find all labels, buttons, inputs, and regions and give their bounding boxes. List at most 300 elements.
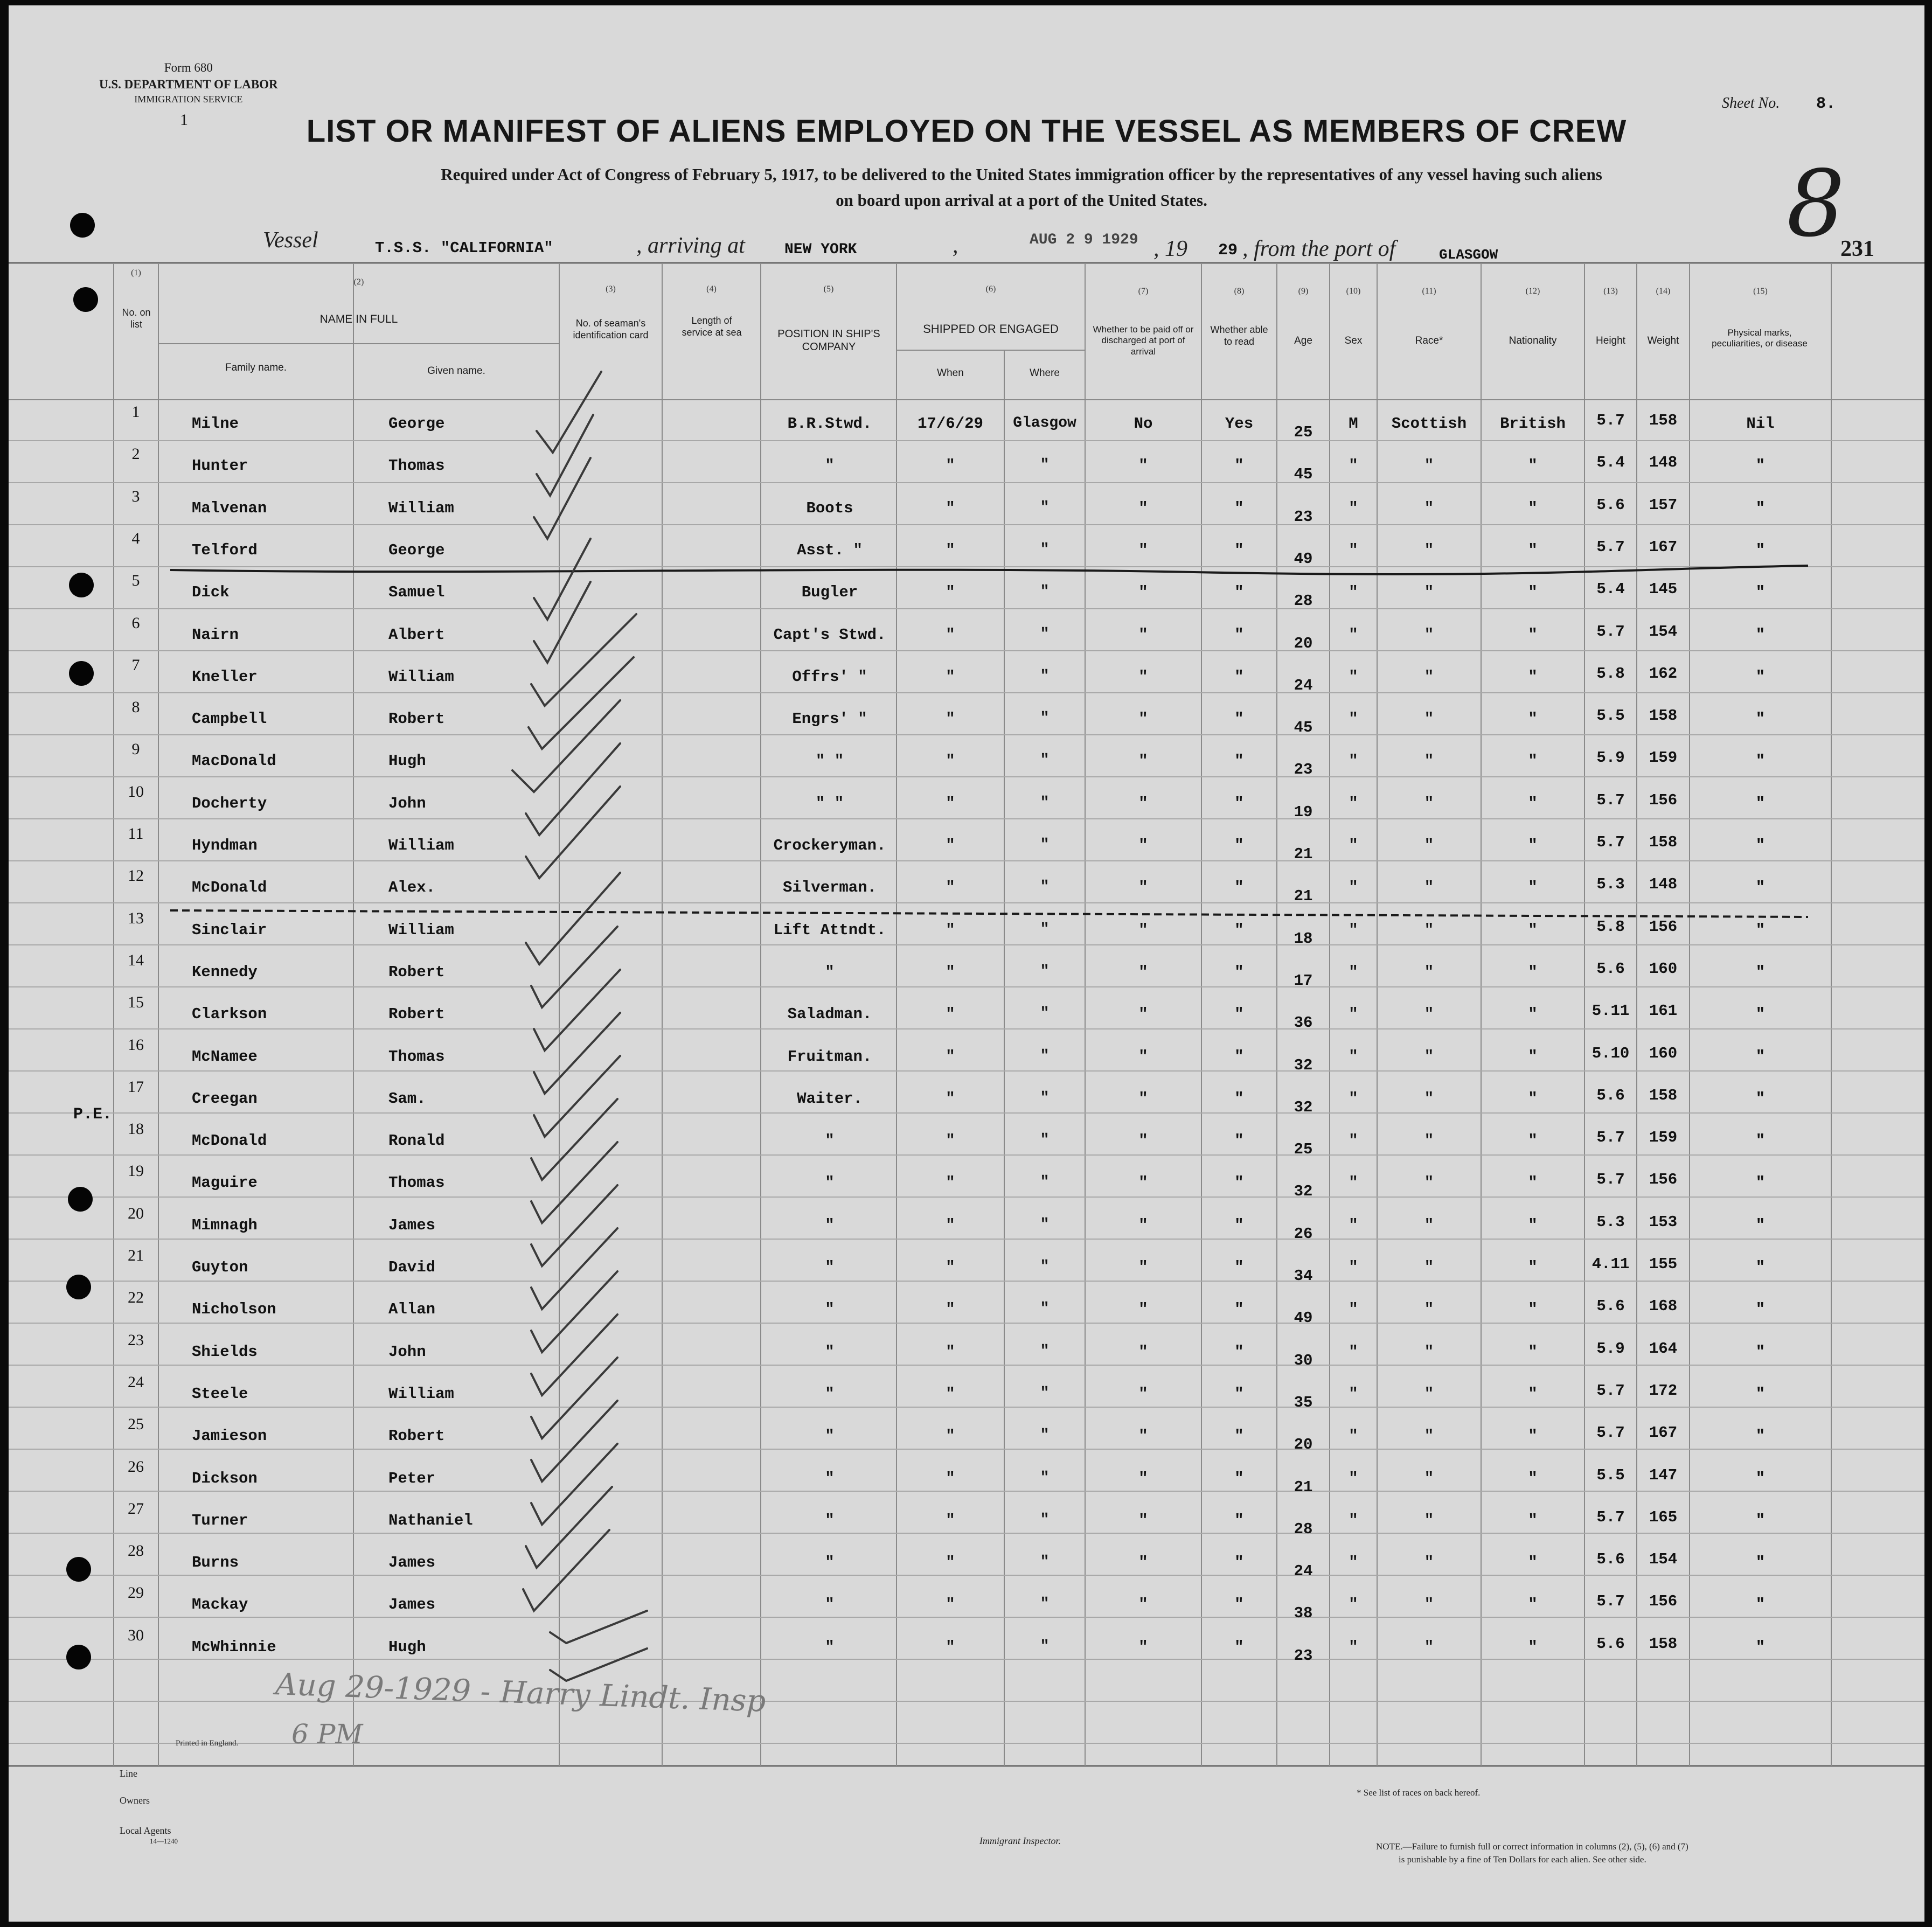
cell-family: Kneller [192,668,258,686]
cell-height: 5.6 [1596,1297,1625,1315]
cell-weight: 154 [1649,1550,1678,1568]
row-number: 8 [131,698,140,716]
cell-read: " [1234,1343,1244,1361]
cell-sex: " [1349,710,1358,728]
cell-age: 38 [1294,1604,1313,1622]
cell-race: " [1424,1300,1434,1318]
cell-family: McDonald [192,879,267,896]
cell-nationality: " [1528,1005,1538,1023]
cell-sex: " [1349,1090,1358,1108]
cell-where: " [1040,1638,1050,1655]
cell-when: " [946,795,955,812]
cell-sex: " [1349,1216,1358,1234]
cell-sex: " [1349,1258,1358,1276]
cell-when: " [946,1090,955,1108]
cell-marks: " [1755,1132,1766,1150]
cell-given: Thomas [388,457,445,475]
cell-when: " [946,541,955,559]
cell-position: " [825,1596,835,1613]
cell-when: " [946,1470,955,1487]
cell-sex: M [1349,415,1358,433]
cell-when: " [946,752,955,770]
cell-family: Hyndman [192,837,258,854]
cell-race: " [1424,1638,1434,1656]
cell-nationality: " [1528,1132,1538,1150]
cell-read: " [1234,1174,1244,1192]
cell-where: Glasgow [1013,415,1076,432]
cell-race: " [1424,1048,1434,1066]
cell-position: Asst. " [797,541,863,559]
cell-height: 5.6 [1596,960,1625,978]
row-number: 27 [128,1500,144,1518]
cell-marks: " [1755,499,1766,517]
cell-height: 5.9 [1596,1340,1625,1358]
cell-nationality: " [1528,1512,1538,1529]
cell-age: 23 [1294,761,1313,778]
cell-where: " [1040,499,1050,516]
cell-sex: " [1349,1512,1358,1529]
column-number: (3) [606,284,616,294]
cell-marks: " [1755,1554,1766,1571]
cell-when: " [946,1216,955,1234]
year-prefix: , 19 [1153,236,1187,261]
pe-mark: P.E. [73,1105,113,1124]
cell-age: 32 [1294,1182,1313,1200]
cell-age: 25 [1294,1140,1313,1158]
cell-sex: " [1349,668,1358,686]
cell-nationality: " [1528,1048,1538,1066]
column-number: (7) [1138,287,1149,296]
cell-paid: " [1138,963,1148,981]
cell-marks: " [1755,963,1766,981]
cell-position: " [825,1427,835,1445]
row-number: 18 [128,1120,144,1138]
cell-read: " [1234,626,1244,644]
cell-nationality: " [1528,1343,1538,1361]
cell-marks: " [1755,879,1766,896]
column-number: (6) [985,284,996,294]
cell-nationality: " [1528,626,1538,644]
cell-weight: 168 [1649,1297,1678,1315]
cell-paid: " [1138,752,1148,770]
cell-where: " [1040,1005,1050,1022]
row-number: 30 [128,1626,144,1644]
arriving-label: , arriving at [636,233,745,258]
column-number: (11) [1422,287,1436,296]
cell-sex: " [1349,1596,1358,1613]
cell-paid: " [1138,921,1148,939]
vessel-label: Vessel [263,228,318,253]
cell-nationality: " [1528,1216,1538,1234]
cell-age: 20 [1294,1436,1313,1453]
form-number: Form 680 [164,61,213,74]
date-stamp: AUG 2 9 1929 [1030,232,1138,248]
cell-when: " [946,1132,955,1150]
row-number: 7 [131,656,140,674]
cell-nationality: " [1528,668,1538,686]
cell-where: " [1040,963,1050,980]
cell-family: Steele [192,1385,248,1403]
cell-position: Capt's Stwd. [773,626,886,644]
cell-when: " [946,1005,955,1023]
cell-sex: " [1349,879,1358,896]
cell-age: 17 [1294,972,1313,990]
cell-age: 20 [1294,635,1313,652]
cell-sex: " [1349,752,1358,770]
subtitle [289,162,1754,213]
row-number: 26 [128,1458,144,1476]
cell-paid: " [1138,1512,1148,1529]
header-weight: Weight [1647,335,1679,346]
cell-marks: " [1755,837,1766,854]
cell-sex: " [1349,541,1358,559]
cell-marks: " [1755,583,1766,601]
cell-height: 5.7 [1596,1129,1625,1146]
cell-sex: " [1349,795,1358,812]
row-number: 20 [128,1205,144,1222]
cell-given: Thomas [388,1048,445,1066]
row-number: 16 [128,1036,144,1054]
punch-hole [70,213,95,238]
cell-age: 49 [1294,550,1313,568]
cell-family: Creegan [192,1090,258,1108]
cell-marks: " [1755,668,1766,686]
cell-when: " [946,668,955,686]
cell-age: 45 [1294,719,1313,736]
cell-when: " [946,879,955,896]
cell-weight: 165 [1649,1508,1678,1526]
cell-race: Scottish [1391,415,1467,433]
cell-height: 5.7 [1596,623,1625,641]
cell-paid: " [1138,541,1148,559]
cell-marks: " [1755,1512,1766,1529]
cell-height: 5.7 [1596,1508,1625,1526]
cell-height: 5.4 [1596,454,1625,471]
cell-weight: 159 [1649,749,1678,767]
cell-family: Nairn [192,626,239,644]
cell-nationality: " [1528,1258,1538,1276]
cell-marks: " [1755,921,1766,939]
cell-given: William [388,499,454,517]
cell-family: Campbell [192,710,267,728]
cell-height: 5.7 [1596,1424,1625,1442]
penalty-note-line-1: NOTE.—Failure to furnish full or correct information in columns (2), (5), (6) and (7) [1376,1841,1688,1852]
cell-where: " [1040,1258,1050,1275]
cell-family: Sinclair [192,921,267,939]
cell-age: 45 [1294,465,1313,483]
department-name: U.S. DEPARTMENT OF LABOR [99,78,278,92]
cell-height: 5.7 [1596,1171,1625,1188]
cell-race: " [1424,837,1434,854]
row-number: 13 [128,909,144,927]
cell-race: " [1424,921,1434,939]
cell-given: Thomas [388,1174,445,1192]
cell-position: Silverman. [782,879,877,896]
cell-age: 24 [1294,1562,1313,1580]
cell-position: " [825,1512,835,1529]
cell-position: " " [815,795,844,812]
cell-read: " [1234,921,1244,939]
punch-hole [73,287,98,312]
cell-family: MacDonald [192,752,276,770]
cell-read: " [1234,499,1244,517]
header-age: Age [1294,335,1312,346]
cell-read: " [1234,1427,1244,1445]
cell-sex: " [1349,457,1358,475]
cell-read: " [1234,457,1244,475]
header-where: Where [1030,367,1060,379]
cell-given: Robert [388,1005,445,1023]
service-name: IMMIGRATION SERVICE [134,94,243,105]
cell-read: " [1234,541,1244,559]
cell-family: Hunter [192,457,248,475]
cell-nationality: " [1528,752,1538,770]
cell-sex: " [1349,1174,1358,1192]
cell-where: " [1040,1596,1050,1612]
cell-read: " [1234,879,1244,896]
row-number: 4 [131,530,140,547]
cell-race: " [1424,626,1434,644]
cell-read: " [1234,668,1244,686]
cell-weight: 164 [1649,1340,1678,1358]
cell-read: " [1234,1596,1244,1613]
cell-family: Burns [192,1554,239,1571]
cell-where: " [1040,1132,1050,1149]
cell-paid: " [1138,837,1148,854]
cell-where: " [1040,1554,1050,1570]
cell-race: " [1424,1385,1434,1403]
sheet-label: Sheet No. [1722,95,1780,112]
cell-given: George [388,415,445,433]
cell-sex: " [1349,1427,1358,1445]
handwritten-sheet-number: 8 [1787,151,1845,258]
cell-family: Mackay [192,1596,248,1613]
cell-given: Samuel [388,583,445,601]
cell-height: 5.6 [1596,496,1625,514]
cell-age: 24 [1294,677,1313,694]
cell-read: " [1234,1300,1244,1318]
row-number: 17 [128,1078,144,1096]
cell-height: 5.5 [1596,1466,1625,1484]
column-number: (10) [1346,287,1361,296]
cell-where: " [1040,457,1050,474]
row-number: 12 [128,867,144,885]
header-given-name: Given name. [427,365,485,377]
cell-nationality: " [1528,1090,1538,1108]
cell-when: " [946,457,955,475]
cell-where: " [1040,626,1050,643]
cell-given: William [388,668,454,686]
cell-height: 5.6 [1596,1635,1625,1653]
cell-position: " [825,1300,835,1318]
cell-given: John [388,795,426,812]
year-value: 29 [1218,241,1238,260]
cell-position: B.R.Stwd. [787,415,872,433]
cell-read: " [1234,1638,1244,1656]
cell-when: " [946,499,955,517]
header-position: POSITION IN SHIP'S COMPANY [777,328,880,353]
cell-when: " [946,837,955,854]
cell-height: 5.7 [1596,791,1625,809]
cell-marks: " [1755,1470,1766,1487]
cell-sex: " [1349,1132,1358,1150]
cell-family: Nicholson [192,1300,276,1318]
cell-height: 5.6 [1596,1550,1625,1568]
row-number: 24 [128,1373,144,1391]
cell-sex: " [1349,1385,1358,1403]
cell-read: " [1234,1470,1244,1487]
row-number: 5 [131,572,140,589]
cell-nationality: " [1528,795,1538,812]
header-sex: Sex [1344,335,1363,346]
cell-family: McWhinnie [192,1638,276,1656]
cell-nationality: " [1528,583,1538,601]
cell-read: " [1234,1216,1244,1234]
cell-position: Lift Attndt. [773,921,886,939]
cell-age: 28 [1294,592,1313,610]
cell-sex: " [1349,1005,1358,1023]
cell-where: " [1040,1427,1050,1444]
cell-age: 21 [1294,887,1313,905]
cell-given: Albert [388,626,445,644]
cell-weight: 156 [1649,1171,1678,1188]
cell-height: 5.11 [1592,1002,1630,1020]
cell-nationality: " [1528,1174,1538,1192]
cell-when: " [946,710,955,728]
cell-height: 5.8 [1596,665,1625,683]
row-number: 11 [128,825,144,843]
cell-weight: 172 [1649,1382,1678,1400]
cell-family: McDonald [192,1132,267,1150]
header-family-name: Family name. [225,362,287,373]
manifest-sheet [9,5,1924,1922]
cell-sex: " [1349,1638,1358,1656]
cell-weight: 154 [1649,623,1678,641]
cell-weight: 158 [1649,1635,1678,1653]
cell-read: " [1234,1385,1244,1403]
cell-given: Hugh [388,1638,426,1656]
cell-age: 35 [1294,1394,1313,1411]
row-number: 1 [131,403,140,421]
header-able-read: Whether able to read [1210,324,1268,347]
cell-age: 34 [1294,1267,1313,1285]
penalty-note-line-2: is punishable by a fine of Ten Dollars for each alien. See other side. [1399,1854,1646,1865]
cell-family: Dickson [192,1470,258,1487]
cell-nationality: " [1528,457,1538,475]
page-number: 231 [1840,236,1874,261]
cell-where: " [1040,795,1050,811]
arrival-port: NEW YORK [784,241,857,258]
cell-position: Crockeryman. [773,837,886,854]
cell-given: Nathaniel [388,1512,473,1529]
punch-hole [66,1645,91,1669]
cell-nationality: " [1528,1638,1538,1656]
cell-weight: 159 [1649,1129,1678,1146]
row-number: 21 [128,1247,144,1264]
cell-weight: 158 [1649,1087,1678,1104]
cell-where: " [1040,1343,1050,1360]
cell-when: " [946,1554,955,1571]
cell-paid: " [1138,1216,1148,1234]
cell-given: Allan [388,1300,436,1318]
cell-age: 23 [1294,1647,1313,1665]
cell-given: William [388,837,454,854]
cell-paid: " [1138,1048,1148,1066]
page-title: LIST OR MANIFEST OF ALIENS EMPLOYED ON THE VESSEL AS MEMBERS OF CREW [306,114,1627,149]
cell-sex: " [1349,837,1358,854]
cell-given: Hugh [388,752,426,770]
row-number: 28 [128,1542,144,1560]
cell-marks: Nil [1746,415,1775,433]
cell-age: 18 [1294,930,1313,948]
cell-weight: 156 [1649,918,1678,936]
cell-sex: " [1349,921,1358,939]
cell-paid: " [1138,1300,1148,1318]
cell-age: 49 [1294,1309,1313,1327]
sheet-number: 8. [1816,95,1836,113]
cell-paid: " [1138,1385,1148,1403]
row-number: 25 [128,1415,144,1433]
margin-mark: 1 [180,111,188,129]
cell-position: Bugler [801,583,858,601]
cell-read: " [1234,837,1244,854]
cell-given: James [388,1216,436,1234]
cell-where: " [1040,1470,1050,1486]
cell-position: Engrs' " [792,710,867,728]
cell-position: " [825,457,835,475]
header-name-in-full: NAME IN FULL [319,313,398,325]
cell-marks: " [1755,1258,1766,1276]
row-number: 15 [128,993,144,1011]
cell-paid: " [1138,668,1148,686]
header-length-service: Length of service at sea [682,315,742,338]
cell-race: " [1424,499,1434,517]
cell-paid: " [1138,1090,1148,1108]
cell-race: " [1424,1132,1434,1150]
punch-hole [69,573,94,597]
cell-height: 5.7 [1596,1382,1625,1400]
from-port-label: , from the port of [1242,236,1396,261]
cell-family: Malvenan [192,499,267,517]
cell-family: Kennedy [192,963,258,981]
cell-position: " [825,1385,835,1403]
cell-race: " [1424,1427,1434,1445]
cell-paid: " [1138,499,1148,517]
cell-height: 5.7 [1596,833,1625,851]
cell-marks: " [1755,1048,1766,1066]
cell-marks: " [1755,1427,1766,1445]
cell-age: 26 [1294,1225,1313,1243]
cell-age: 21 [1294,845,1313,863]
owners-label: Owners [120,1795,150,1806]
cell-read: " [1234,710,1244,728]
cell-weight: 160 [1649,1045,1678,1062]
cell-paid: " [1138,626,1148,644]
local-agents-label: Local Agents [120,1825,171,1836]
cell-race: " [1424,583,1434,601]
cell-family: Mimnagh [192,1216,258,1234]
row-number: 19 [128,1162,144,1180]
header-nationality: Nationality [1509,335,1557,346]
cell-sex: " [1349,1343,1358,1361]
cell-family: Turner [192,1512,248,1529]
races-note: * See list of races on back hereof. [1357,1787,1481,1798]
cell-where: " [1040,583,1050,600]
header-when: When [937,367,964,379]
cell-marks: " [1755,1005,1766,1023]
cell-sex: " [1349,1470,1358,1487]
cell-height: 5.8 [1596,918,1625,936]
